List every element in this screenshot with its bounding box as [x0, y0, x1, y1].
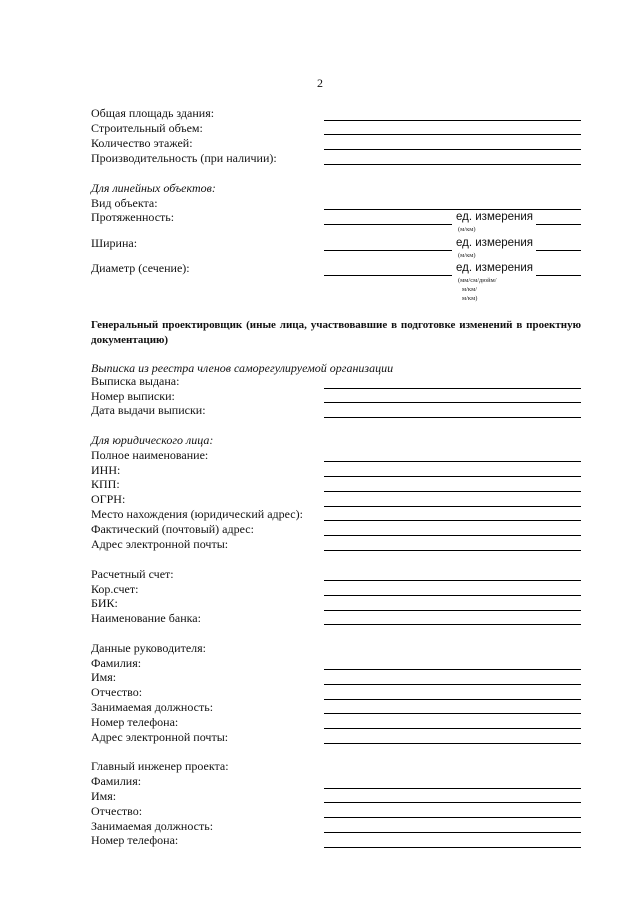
label-width: Ширина: — [91, 236, 138, 250]
field-legal-address[interactable] — [324, 520, 581, 521]
label-bik: БИК: — [91, 596, 118, 610]
field-diameter-unit[interactable] — [536, 275, 581, 276]
field-account[interactable] — [324, 580, 581, 581]
label-extract-issued: Выписка выдана: — [91, 374, 180, 388]
field-legal-email[interactable] — [324, 550, 581, 551]
label-extract-date: Дата выдачи выписки: — [91, 403, 206, 417]
length-units-hint: (м/км) — [458, 226, 476, 233]
legal-heading: Для юридического лица: — [91, 433, 214, 447]
label-engineer-surname: Фамилия: — [91, 774, 142, 788]
label-volume: Строительный объем: — [91, 121, 203, 135]
label-bank-name: Наименование банка: — [91, 611, 201, 625]
label-kpp: КПП: — [91, 477, 120, 491]
field-full-name[interactable] — [324, 461, 581, 462]
linear-heading: Для линейных объектов: — [91, 181, 216, 195]
field-ogrn[interactable] — [324, 506, 581, 507]
chief-engineer-heading: Главный инженер проекта: — [91, 759, 229, 773]
field-corr-account[interactable] — [324, 595, 581, 596]
label-director-name: Имя: — [91, 670, 117, 684]
field-director-email[interactable] — [324, 743, 581, 744]
label-account: Расчетный счет: — [91, 567, 174, 581]
field-width-unit[interactable] — [536, 250, 581, 251]
label-corr-account: Кор.счет: — [91, 582, 139, 596]
field-engineer-position[interactable] — [324, 832, 581, 833]
label-director-surname: Фамилия: — [91, 656, 142, 670]
field-director-surname[interactable] — [324, 669, 581, 670]
diameter-units-hint-1: (мм/см/дюйм/ — [458, 277, 497, 284]
width-units-hint: (м/км) — [458, 252, 476, 259]
extract-heading: Выписка из реестра членов саморегулируемой организации — [91, 361, 394, 375]
label-engineer-patronymic: Отчество: — [91, 804, 143, 818]
label-floors: Количество этажей: — [91, 136, 193, 150]
field-extract-issued[interactable] — [324, 388, 581, 389]
label-diameter: Диаметр (сечение): — [91, 261, 190, 275]
field-director-patronymic[interactable] — [324, 699, 581, 700]
label-postal-address: Фактический (почтовый) адрес: — [91, 522, 254, 536]
field-bank-name[interactable] — [324, 624, 581, 625]
director-heading: Данные руководителя: — [91, 641, 206, 655]
label-inn: ИНН: — [91, 463, 121, 477]
field-length-unit[interactable] — [536, 224, 581, 225]
field-width[interactable] — [324, 250, 452, 251]
label-director-email: Адрес электронной почты: — [91, 730, 229, 744]
field-director-phone[interactable] — [324, 728, 581, 729]
label-engineer-phone: Номер телефона: — [91, 833, 179, 847]
label-capacity: Производительность (при наличии): — [91, 151, 277, 165]
label-legal-email: Адрес электронной почты: — [91, 537, 229, 551]
label-director-phone: Номер телефона: — [91, 715, 179, 729]
field-floors[interactable] — [324, 149, 581, 150]
designer-heading: Генеральный проектировщик (иные лица, участвовавшие в подготовке изменений в проектную документацию) — [91, 319, 581, 346]
field-length[interactable] — [324, 224, 452, 225]
label-legal-address: Место нахождения (юридический адрес): — [91, 507, 303, 521]
diameter-units-hint-3: м/км) — [462, 295, 478, 302]
field-director-name[interactable] — [324, 684, 581, 685]
field-engineer-patronymic[interactable] — [324, 817, 581, 818]
label-total-area: Общая площадь здания: — [91, 106, 215, 120]
field-inn[interactable] — [324, 476, 581, 477]
field-capacity[interactable] — [324, 164, 581, 165]
page-number: 2 — [317, 76, 323, 90]
width-unit-label: ед. измерения — [456, 237, 534, 249]
label-director-position: Занимаемая должность: — [91, 700, 214, 714]
field-kpp[interactable] — [324, 491, 581, 492]
label-director-patronymic: Отчество: — [91, 685, 143, 699]
field-extract-date[interactable] — [324, 417, 581, 418]
field-bik[interactable] — [324, 610, 581, 611]
field-engineer-name[interactable] — [324, 802, 581, 803]
field-volume[interactable] — [324, 134, 581, 135]
diameter-measure — [324, 261, 581, 276]
field-postal-address[interactable] — [324, 535, 581, 536]
field-total-area[interactable] — [324, 120, 581, 121]
label-engineer-position: Занимаемая должность: — [91, 819, 214, 833]
field-extract-number[interactable] — [324, 402, 581, 403]
diameter-units-hint-2: м/км/ — [462, 286, 477, 293]
field-diameter[interactable] — [324, 275, 452, 276]
label-engineer-name: Имя: — [91, 789, 117, 803]
label-ogrn: ОГРН: — [91, 492, 126, 506]
length-unit-label: ед. измерения — [456, 211, 534, 223]
field-engineer-phone[interactable] — [324, 847, 581, 848]
length-measure — [324, 210, 581, 225]
field-director-position[interactable] — [324, 713, 581, 714]
label-full-name: Полное наименование: — [91, 448, 209, 462]
label-extract-number: Номер выписки: — [91, 389, 175, 403]
width-measure — [324, 236, 581, 251]
field-engineer-surname[interactable] — [324, 788, 581, 789]
label-object-type: Вид объекта: — [91, 196, 158, 210]
label-length: Протяженность: — [91, 210, 175, 224]
diameter-unit-label: ед. измерения — [456, 262, 534, 274]
